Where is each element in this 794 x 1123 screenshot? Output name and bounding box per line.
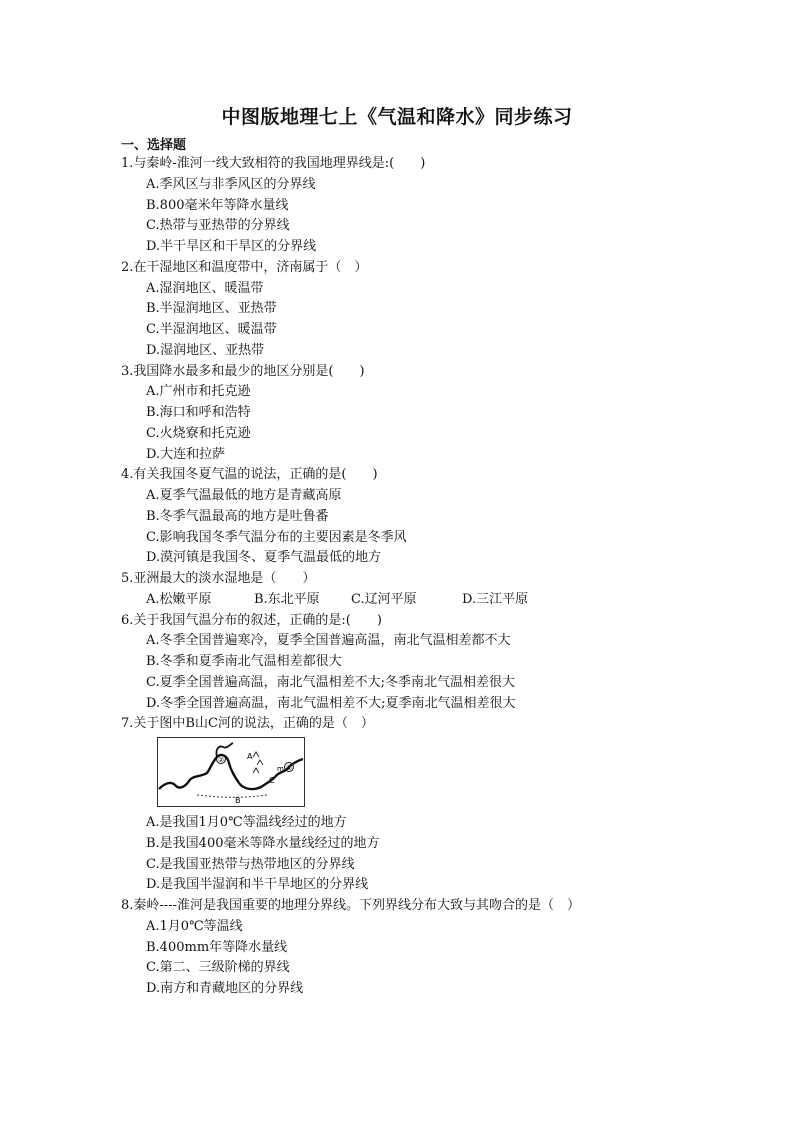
question-8 (121, 896, 681, 1000)
question-stem: 7.关于图中B山C河的说法，正确的是（ ） (121, 716, 374, 732)
question-stem: 2.在干湿地区和温度带中，济南属于（ ） (121, 259, 368, 275)
option-b: B.海口和呼和浩特 (146, 405, 251, 420)
option-d: D.冬季全国普遍高温，南北气温相差不大;夏季南北气温相差很大 (146, 695, 516, 711)
question-stem: 6.关于我国气温分布的叙述，正确的是:( ) (121, 612, 382, 628)
option-a: A.是我国1月0℃等温线经过的地方 (146, 815, 347, 830)
option-b: B.冬季气温最高的地方是吐鲁番 (146, 508, 329, 524)
option-b: B.半湿润地区、亚热带 (146, 301, 277, 317)
option-d: D.大连和拉萨 (146, 446, 226, 462)
option-a: A.松嫩平原 (146, 591, 212, 607)
option-d: D.半干旱区和干旱区的分界线 (146, 239, 317, 254)
option-a: A.湿润地区、暖温带 (146, 280, 264, 296)
option-d: D.南方和青藏地区的分界线 (146, 981, 304, 996)
question-2 (121, 258, 681, 362)
section-heading: 一、选择题 (121, 138, 187, 153)
question-4 (121, 465, 681, 569)
option-c: C.夏季全国普遍高温，南北气温相差不大;冬季南北气温相差很大 (146, 674, 515, 690)
option-a: A.1月0℃等温线 (146, 918, 243, 934)
option-d: D.是我国半湿润和半干旱地区的分界线 (146, 877, 369, 893)
river-map-svg (157, 737, 305, 807)
option-b: B.是我国400毫米等降水量线经过的地方 (146, 835, 380, 851)
page-title: 中图版地理七上《气温和降水》同步练习 (221, 106, 573, 128)
question-1 (121, 154, 681, 258)
option-b: B.400mm年等降水量线 (146, 939, 288, 955)
option-c: C.半湿润地区、暖温带 (146, 322, 277, 337)
label-c: C (269, 776, 275, 785)
option-c: C.是我国亚热带与热带地区的分界线 (146, 856, 355, 872)
option-b: B.冬季和夏季南北气温相差都很大 (146, 654, 342, 669)
question-stem: 8.秦岭----淮河是我国重要的地理分界线。下列界线分布大致与其吻合的是（ ） (121, 898, 580, 913)
question-stem: 5.亚洲最大的淡水湿地是（ ） (121, 571, 316, 586)
option-c: C.影响我国冬季气温分布的主要因素是冬季风 (146, 529, 407, 545)
question-6 (121, 611, 681, 715)
option-a: A.夏季气温最低的地方是青藏高原 (146, 488, 342, 503)
option-c: C.第二、三级阶梯的界线 (146, 960, 290, 976)
option-a: A.季风区与非季风区的分界线 (146, 176, 316, 192)
label-m: m (277, 765, 284, 773)
label-1: ① (286, 764, 293, 772)
option-c: C.火烧寮和托克逊 (146, 425, 251, 441)
question-stem: 4.有关我国冬夏气温的说法，正确的是( ) (121, 467, 378, 483)
option-row (121, 590, 681, 611)
option-d: D.三江平原 (462, 591, 529, 607)
option-c: C.辽河平原 (351, 591, 417, 607)
label-a: A (247, 752, 253, 761)
option-c: C.热带与亚热带的分界线 (146, 218, 290, 234)
question-3 (121, 362, 681, 466)
worksheet-content (121, 138, 681, 1000)
question-5 (121, 569, 681, 611)
label-2: ② (218, 756, 225, 764)
label-b: B (235, 796, 241, 805)
option-a: A.冬季全国普遍寒冷，夏季全国普遍高温，南北气温相差都不大 (146, 633, 511, 649)
option-d: D.湿润地区、亚热带 (146, 342, 265, 358)
option-b: B.800毫米年等降水量线 (146, 197, 289, 213)
question-stem: 1.与秦岭-淮河一线大致相符的我国地理界线是:( ) (121, 156, 426, 171)
river-map-figure (157, 737, 305, 807)
option-b: B.东北平原 (254, 591, 320, 607)
question-stem: 3.我国降水最多和最少的地区分别是( ) (121, 363, 365, 379)
option-d: D.漠河镇是我国冬、夏季气温最低的地方 (146, 550, 382, 566)
option-a: A.广州市和托克逊 (146, 384, 251, 400)
question-7 (121, 714, 681, 896)
